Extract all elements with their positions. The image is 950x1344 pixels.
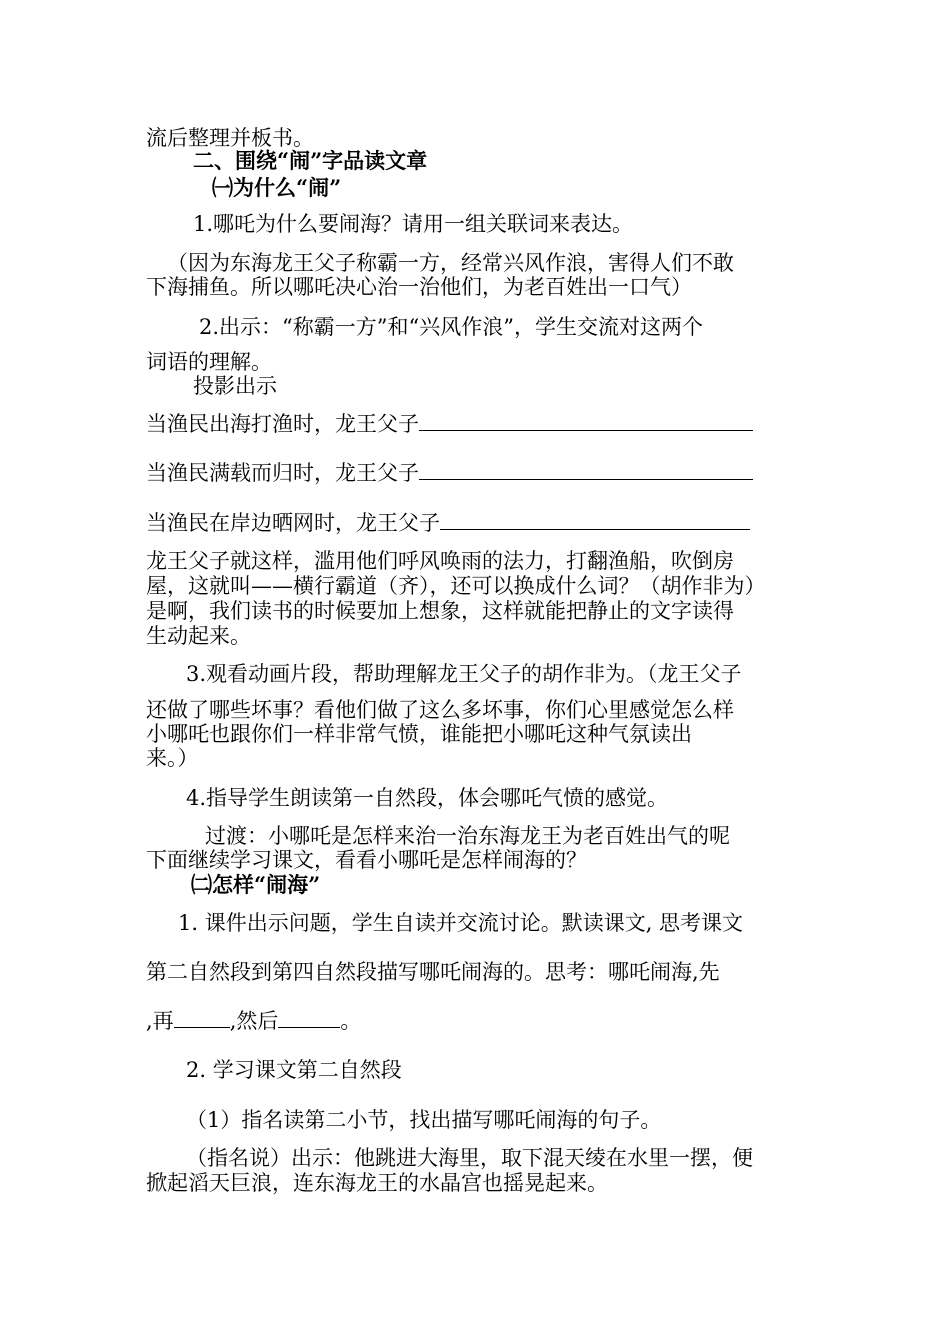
subsection-heading: ㈠为什么“闹” — [212, 175, 342, 200]
fill-prompt: ,再 — [146, 1009, 174, 1033]
fill-line — [146, 458, 753, 488]
fill-blank — [174, 1007, 230, 1028]
text-line: 还做了哪些坏事？看他们做了这么多坏事，你们心里感觉怎么样 — [146, 698, 734, 722]
question-4: 4.指导学生朗读第一自然段，体会哪吒气愤的感觉。 — [186, 786, 669, 810]
question-1: 1.哪吒为什么要闹海？请用一组关联词来表达。 — [193, 212, 634, 236]
task-1: 1. 课件出示问题，学生自读并交流讨论。默读课文, 思考课文 — [178, 911, 744, 935]
answer-line: （因为东海龙王父子称霸一方，经常兴风作浪，害得人们不敢 — [167, 251, 734, 275]
task-2: 2. 学习课文第二自然段 — [186, 1058, 402, 1082]
fill-blank — [278, 1007, 340, 1028]
question-2: 2.出示：“称霸一方”和“兴风作浪”，学生交流对这两个 — [199, 315, 703, 339]
subsection-heading: ㈡怎样“闹海” — [191, 872, 321, 897]
fill-line — [146, 409, 753, 439]
answer-line: 下海捕鱼。所以哪吒决心治一治他们，为老百姓出一口气） — [146, 275, 692, 299]
text-line: 掀起滔天巨浪，连东海龙王的水晶宫也摇晃起来。 — [146, 1171, 608, 1195]
text-line: 是啊，我们读书的时候要加上想象，这样就能把静止的文字读得 — [146, 599, 734, 623]
text-line: 生动起来。 — [146, 624, 251, 648]
question-3: 3.观看动画片段，帮助理解龙王父子的胡作非为。（龙王父子 — [186, 662, 742, 686]
task-2-1: （1）指名读第二小节，找出描写哪吒闹海的句子。 — [186, 1108, 662, 1132]
text-line: 下面继续学习课文，看看小哪吒是怎样闹海的？ — [146, 848, 587, 872]
fill-blank — [419, 459, 753, 480]
text-line: 龙王父子就这样，滥用他们呼风唤雨的法力，打翻渔船，吹倒房 — [146, 549, 734, 573]
text-line: 第二自然段到第四自然段描写哪吒闹海的。思考：哪吒闹海,先 — [146, 960, 720, 984]
section-heading: 二、围绕“闹”字品读文章 — [193, 148, 428, 173]
text-line: （指名说）出示：他跳进大海里，取下混天绫在水里一摆，便 — [186, 1146, 753, 1170]
fill-prompt: 当渔民出海打渔时，龙王父子 — [146, 412, 419, 436]
fill-prompt: ,然后 — [229, 1009, 279, 1033]
fill-blank — [440, 509, 750, 530]
text-line: 来。） — [146, 746, 199, 770]
transition-line: 过渡：小哪吒是怎样来治一治东海龙王为老百姓出气的呢 — [205, 824, 730, 848]
text-line: 小哪吒也跟你们一样非常气愤，谁能把小哪吒这种气氛读出 — [146, 722, 692, 746]
fill-prompt: 当渔民满载而归时，龙王父子 — [146, 461, 419, 485]
text-line: 流后整理并板书。 — [146, 126, 314, 150]
fill-line — [146, 1006, 361, 1036]
fill-prompt: 当渔民在岸边晒网时，龙王父子 — [146, 511, 440, 535]
fill-line — [146, 508, 750, 538]
text-line: 投影出示 — [193, 374, 277, 398]
fill-end: 。 — [340, 1009, 362, 1033]
text-line: 词语的理解。 — [146, 350, 272, 374]
text-line: 屋，这就叫——横行霸道（齐），还可以换成什么词？（胡作非为） — [146, 574, 766, 598]
fill-blank — [419, 410, 753, 431]
